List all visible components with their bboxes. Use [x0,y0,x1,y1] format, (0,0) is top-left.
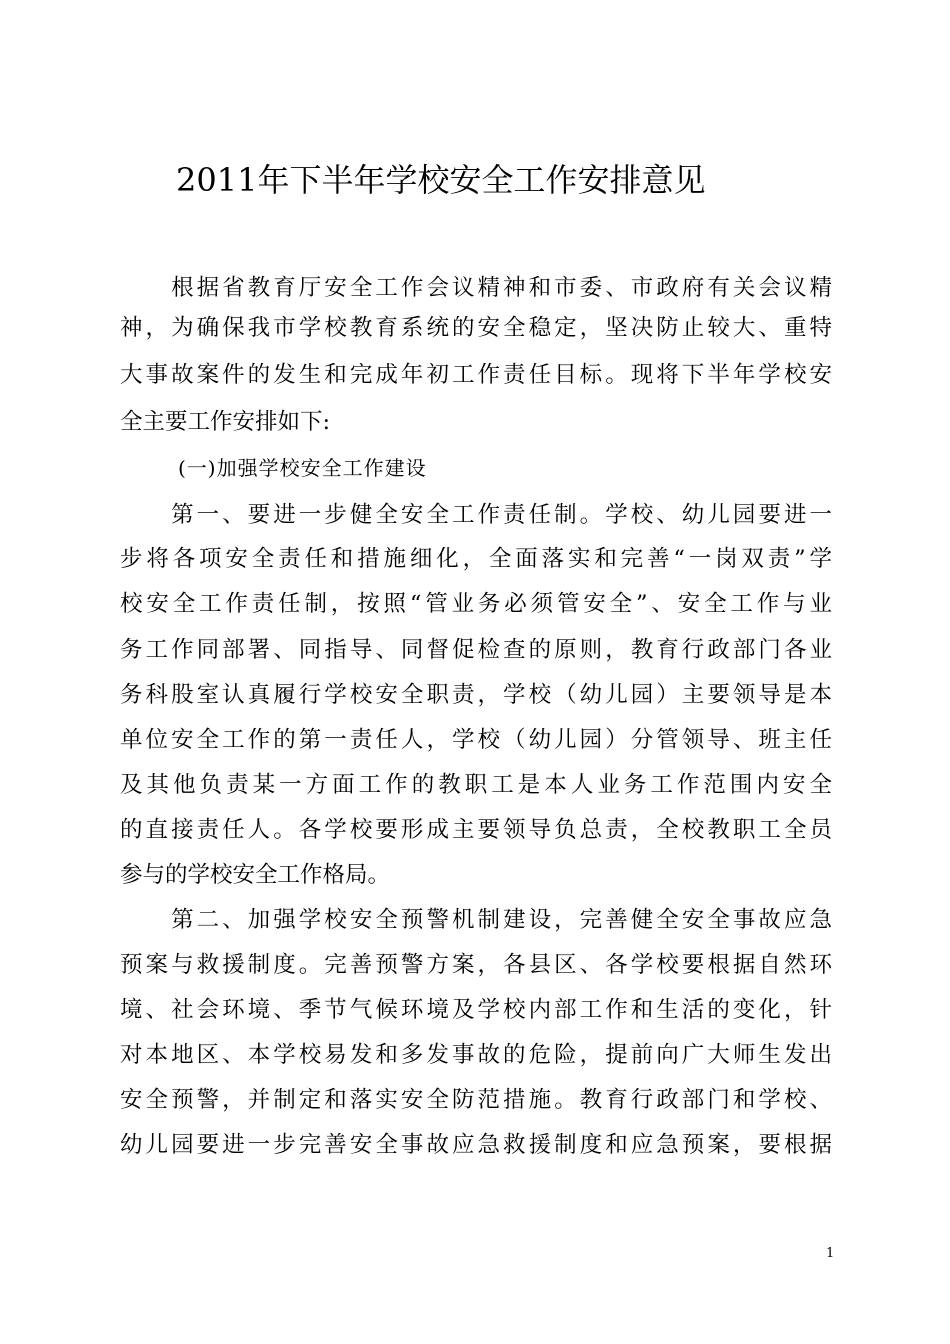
paragraph-line: 校安全工作责任制，按照“管业务必须管安全”、安全工作与业 [120,591,832,617]
paragraph-line: 第二、加强学校安全预警机制建设，完善健全安全事故应急 [120,907,832,933]
paragraph-line: 境、社会环境、季节气候环境及学校内部工作和生活的变化，针 [120,997,832,1023]
paragraph-line: 参与的学校安全工作格局。 [120,862,391,888]
paragraph-line: 务科股室认真履行学校安全职责，学校（幼儿园）主要领导是本 [120,682,832,708]
paragraph-line: 务工作同部署、同指导、同督促检查的原则，教育行政部门各业 [120,637,832,663]
paragraph-line: 大事故案件的发生和完成年初工作责任目标。现将下半年学校安 [120,362,832,388]
paragraph-line: 的直接责任人。各学校要形成主要领导负总责，全校教职工全员 [120,817,832,843]
paragraph-line: 步将各项安全责任和措施细化，全面落实和完善“一岗双责”学 [120,546,832,572]
paragraph-line: 全主要工作安排如下: [120,409,331,435]
page-number: 1 [826,1246,835,1261]
paragraph-line: 单位安全工作的第一责任人，学校（幼儿园）分管领导、班主任 [120,727,832,753]
paragraph-line: 安全预警，并制定和落实安全防范措施。教育行政部门和学校、 [120,1087,832,1113]
paragraph-line: 对本地区、本学校易发和多发事故的危险，提前向广大师生发出 [120,1042,832,1068]
paragraph-line: 及其他负责某一方面工作的教职工是本人业务工作范围内安全 [120,772,832,798]
paragraph-line: 幼儿园要进一步完善安全事故应急救援制度和应急预案，要根据 [120,1132,832,1158]
paragraph-line: 预案与救援制度。完善预警方案，各县区、各学校要根据自然环 [120,952,832,978]
paragraph-line: 第一、要进一步健全安全工作责任制。学校、幼儿园要进一 [120,502,832,528]
paragraph-line: 神，为确保我市学校教育系统的安全稳定，坚决防止较大、重特 [120,315,832,341]
paragraph-line: 根据省教育厅安全工作会议精神和市委、市政府有关会议精 [120,275,832,301]
section-heading: (一)加强学校安全工作建设 [178,456,427,480]
document-title: 2011年下半年学校安全工作安排意见 [176,161,706,199]
